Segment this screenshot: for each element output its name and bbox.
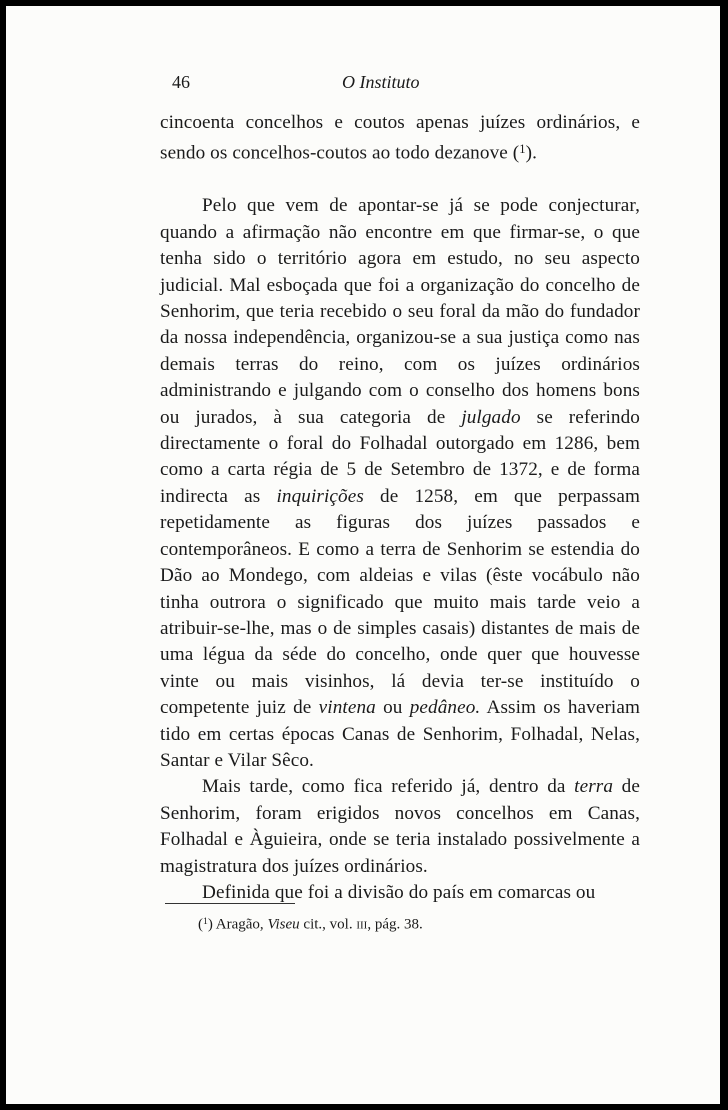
text-run: ou <box>375 697 410 719</box>
text-run: Definida que foi a divisão do país em comarcas ou <box>202 881 596 903</box>
text-run: cit., vol. <box>299 916 357 933</box>
page-number: 46 <box>172 72 190 92</box>
text-run: ( <box>198 916 203 933</box>
text-run: cincoenta concelhos e coutos apenas juízes ordinários, e sendo os concelhos-coutos ao todo dezanove ( <box>160 112 640 165</box>
text-run: Pelo que vem de apontar-se já se pode conjecturar, quando a afirmação não encontre em que firmar-se, o que tenha sido o território agora em estudo, no seu aspecto judicial. Mal esboçada que foi a organização do concelho de Senhorim, que teria recebido o seu foral da mão do fundador da nossa independência, organizou-se a sua justiça como nas demais terras do reino, com os juízes ordinários administrando e julgando com o conselho dos homens bons ou jurados, à sua categoria de <box>160 195 640 428</box>
smallcaps-run: iii <box>356 916 368 933</box>
italic-run: inquirições <box>276 485 364 507</box>
italic-run: vintena <box>318 697 376 719</box>
page-header <box>166 72 646 98</box>
body-text <box>160 110 640 906</box>
paragraph <box>160 110 640 167</box>
italic-run: julgado <box>461 406 521 428</box>
italic-run: terra <box>574 776 614 798</box>
text-run: , pág. 38. <box>367 916 423 933</box>
running-title: O Instituto <box>342 72 420 92</box>
text-run: de Senhorim, foram erigidos novos concelhos em Canas, Folhadal e Àguieira, onde se teria instalado possivelmente a magistratura dos juízes ordinários. <box>160 776 640 877</box>
paragraph-gap <box>160 167 640 193</box>
footnote-marker: 1 <box>519 142 526 157</box>
footnote-marker: 1 <box>203 916 208 927</box>
italic-run: pedâneo. <box>409 697 481 719</box>
text-run: ). <box>525 143 537 165</box>
footnote <box>198 912 628 934</box>
text-run: se referindo directamente o foral do Folhadal outorgado em 1286, bem como a carta régia de 5 de Setembro de 1372, e de forma indirecta as <box>160 406 640 507</box>
italic-run: Viseu <box>267 916 300 933</box>
paragraph <box>160 193 640 774</box>
text-run: de 1258, em que perpassam repetidamente as figuras dos juízes passados e contemporâneos. E como a terra de Senhorim se estendia do Dão ao Mondego, com aldeias e vilas (êste vocábulo não tinha outrora o significado que muito mais tarde veio a atribuir-se-lhe, mas o de simples casais) distantes de mais de uma légua da séde do concelho, onde quer que houvesse vinte ou mais visinhos, lá devia ter-se instituído o competente juiz de <box>160 485 641 719</box>
text-run: Assim os haveriam tido em certas épocas Canas de Senhorim, Folhadal, Nelas, Santar e Vilar Sêco. <box>160 697 641 771</box>
text-run: Mais tarde, como fica referido já, dentro da <box>202 776 575 798</box>
paragraph <box>160 774 640 880</box>
footnote-rule <box>165 903 295 904</box>
text-run: ) Aragão, <box>207 916 268 933</box>
